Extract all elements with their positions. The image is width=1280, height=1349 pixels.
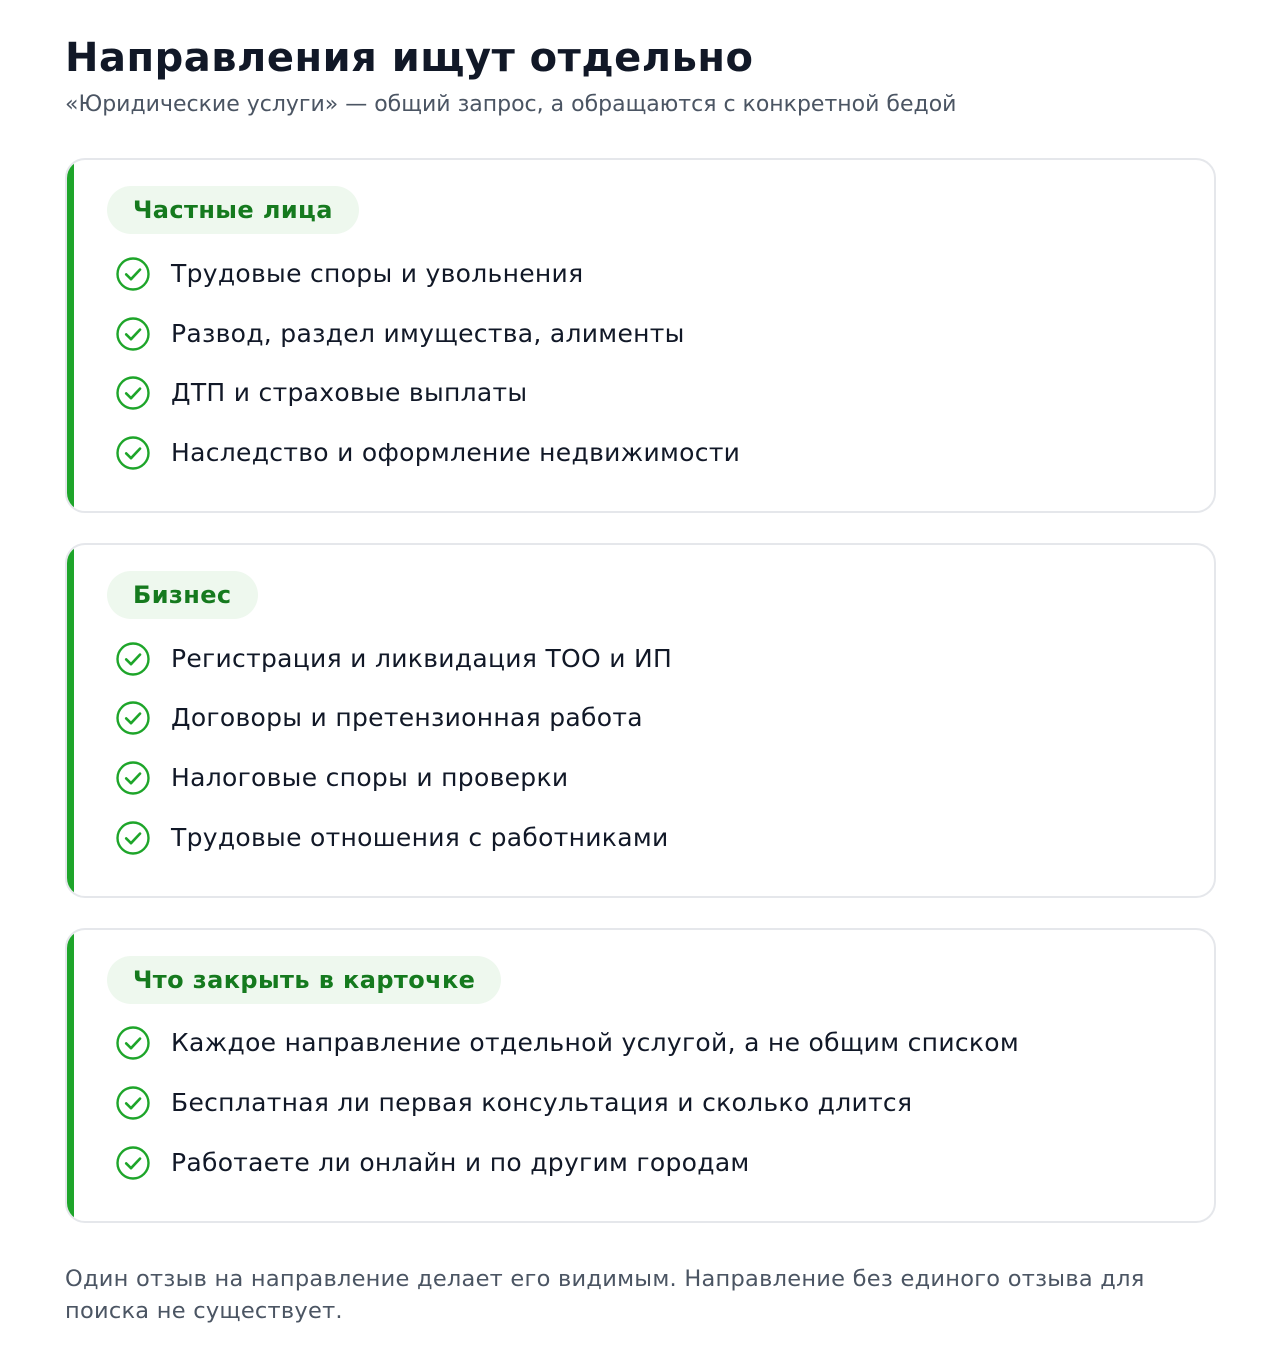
check-circle-icon <box>115 1085 151 1121</box>
list-item <box>107 1014 1174 1074</box>
footer-note: Один отзыв на направление делает его видимым. Направление без единого отзыва для поиска не существует. <box>65 1265 1145 1324</box>
list-item-label: ДТП и страховые выплаты <box>171 378 528 408</box>
card-badge: Бизнес <box>107 571 258 619</box>
list-item <box>107 1073 1174 1133</box>
list-item-label: Работаете ли онлайн и по другим городам <box>171 1147 750 1177</box>
list-item <box>107 629 1174 689</box>
list-item-label: Регистрация и ликвидация ТОО и ИП <box>171 643 673 673</box>
item-list <box>107 1014 1174 1193</box>
list-item <box>107 1133 1174 1193</box>
check-circle-icon <box>115 316 151 352</box>
check-circle-icon <box>115 760 151 796</box>
check-circle-icon <box>115 435 151 471</box>
check-circle-icon <box>115 820 151 856</box>
card-private-persons <box>65 158 1216 513</box>
list-item-label: Развод, раздел имущества, алименты <box>171 318 685 348</box>
page <box>65 32 1216 1349</box>
item-list <box>107 244 1174 483</box>
cards-container <box>65 158 1216 1223</box>
check-circle-icon <box>115 375 151 411</box>
card-business <box>65 543 1216 898</box>
list-item <box>107 304 1174 364</box>
list-item <box>107 363 1174 423</box>
check-circle-icon <box>115 700 151 736</box>
check-circle-icon <box>115 641 151 677</box>
item-list <box>107 629 1174 868</box>
list-item <box>107 244 1174 304</box>
page-title: Направления ищут отдельно <box>65 35 754 81</box>
list-item-label: Бесплатная ли первая консультация и сколько длится <box>171 1088 913 1118</box>
check-circle-icon <box>115 256 151 292</box>
check-circle-icon <box>115 1025 151 1061</box>
list-item <box>107 748 1174 808</box>
list-item <box>107 423 1174 483</box>
card-badge: Частные лица <box>107 186 359 234</box>
list-item-label: Налоговые споры и проверки <box>171 762 569 792</box>
card-card-checklist <box>65 928 1216 1223</box>
page-subtitle: «Юридические услуги» — общий запрос, а обращаются с конкретной бедой <box>65 92 957 117</box>
list-item-label: Трудовые отношения с работниками <box>171 822 669 852</box>
list-item-label: Договоры и претензионная работа <box>171 703 643 733</box>
list-item-label: Трудовые споры и увольнения <box>171 258 584 288</box>
list-item <box>107 688 1174 748</box>
list-item <box>107 808 1174 868</box>
list-item-label: Наследство и оформление недвижимости <box>171 437 741 467</box>
check-circle-icon <box>115 1145 151 1181</box>
list-item-label: Каждое направление отдельной услугой, а не общим списком <box>171 1028 1020 1058</box>
card-badge: Что закрыть в карточке <box>107 956 501 1004</box>
